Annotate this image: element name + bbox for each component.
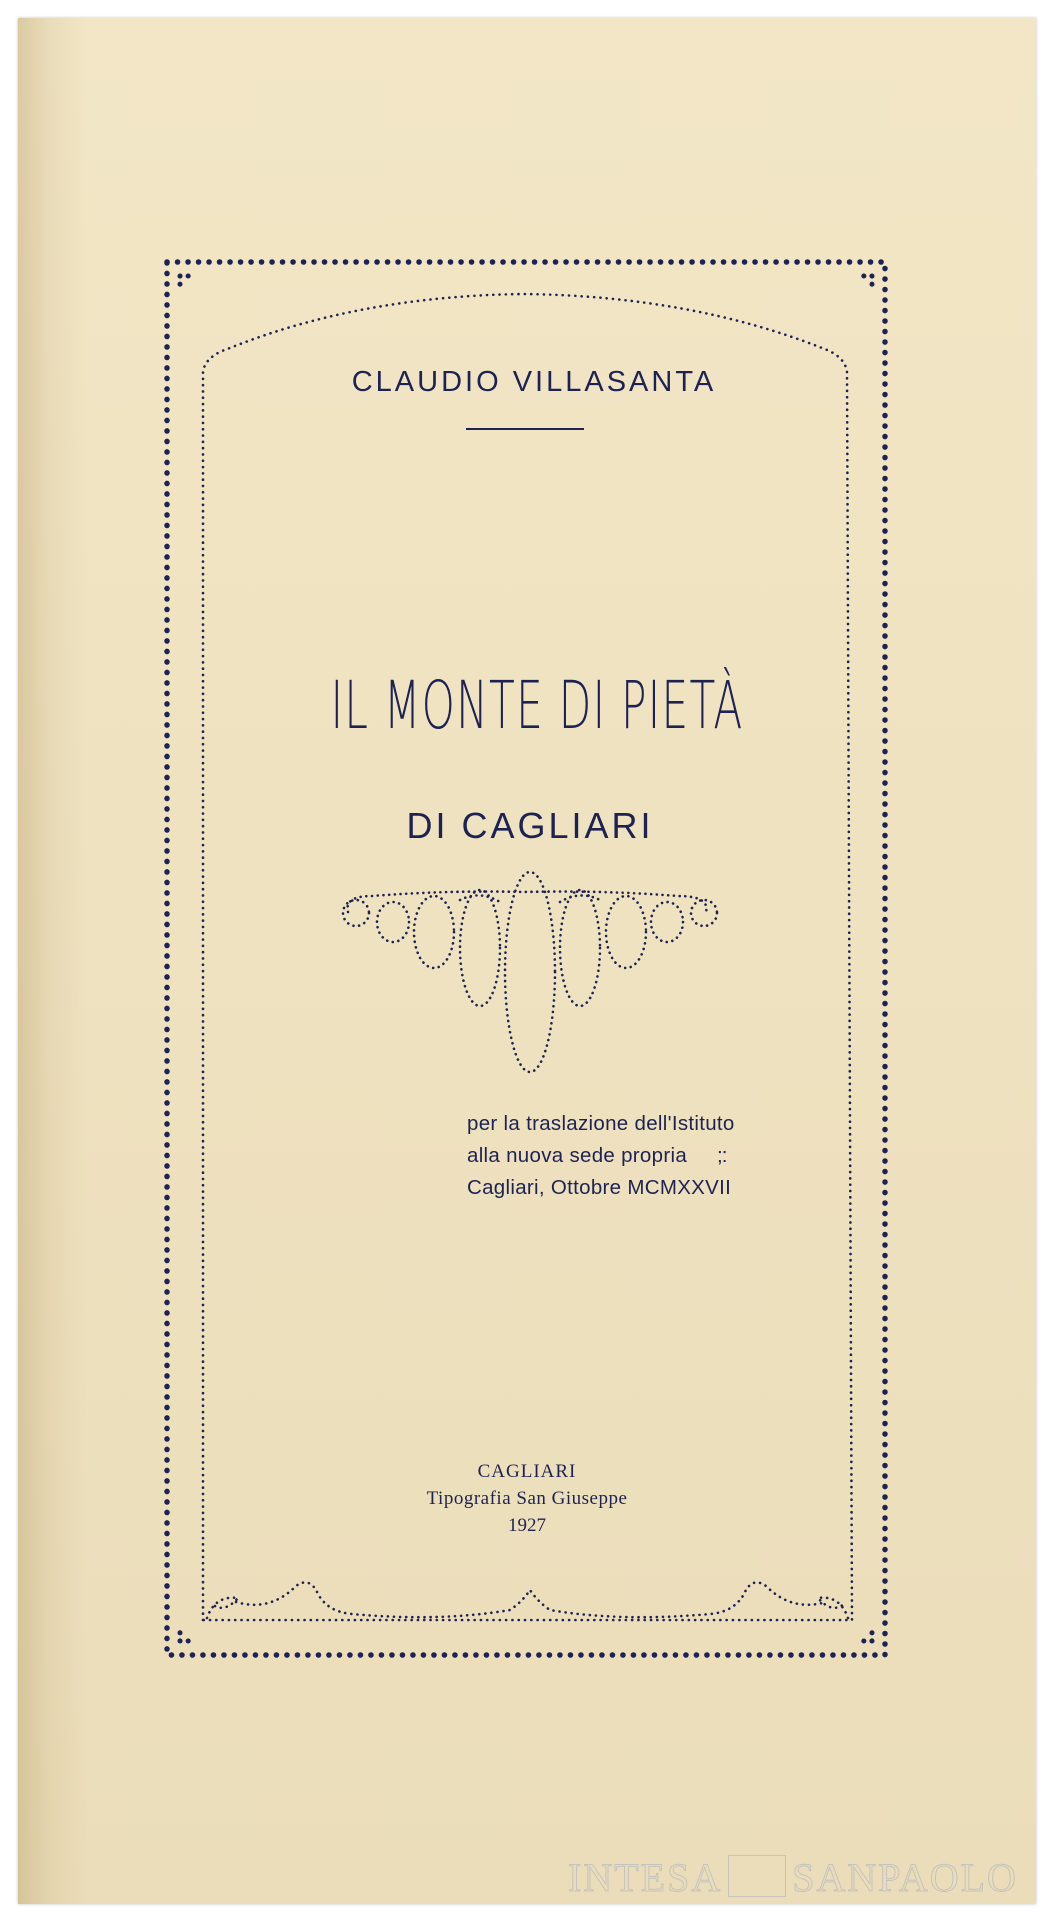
outer-dotted-border (167, 262, 885, 1655)
bottom-swag-ornament (207, 1582, 848, 1618)
imprint-city: CAGLIARI (477, 1461, 577, 1482)
book-title: IL MONTE DI PIETÀ (330, 667, 744, 744)
bank-watermark (568, 1854, 1018, 1901)
dedication-line-2-marker: ;: (717, 1144, 727, 1167)
corner-ornaments (180, 276, 872, 1641)
scroll-ornament (343, 872, 717, 1072)
divider-rule (466, 428, 584, 430)
dedication-line-3: Cagliari, Ottobre MCMXXVII (467, 1176, 732, 1199)
dedication-line-2-text: alla nuova sede propria (467, 1144, 688, 1167)
watermark-right-word: SANPAOLO (792, 1855, 1018, 1900)
dedication-block (467, 1108, 735, 1204)
inner-dotted-frame (203, 294, 852, 1620)
imprint-year: 1927 (508, 1515, 546, 1536)
watermark-left-word: INTESA (568, 1855, 723, 1900)
imprint-press: Tipografia San Giuseppe (426, 1488, 628, 1509)
author-name: CLAUDIO VILLASANTA (351, 366, 717, 398)
dedication-line-2 (467, 1140, 735, 1172)
dedication-line-1: per la traslazione dell'Istituto (467, 1112, 735, 1135)
watermark-logo-icon (728, 1855, 786, 1897)
book-subtitle: DI CAGLIARI (406, 805, 654, 846)
